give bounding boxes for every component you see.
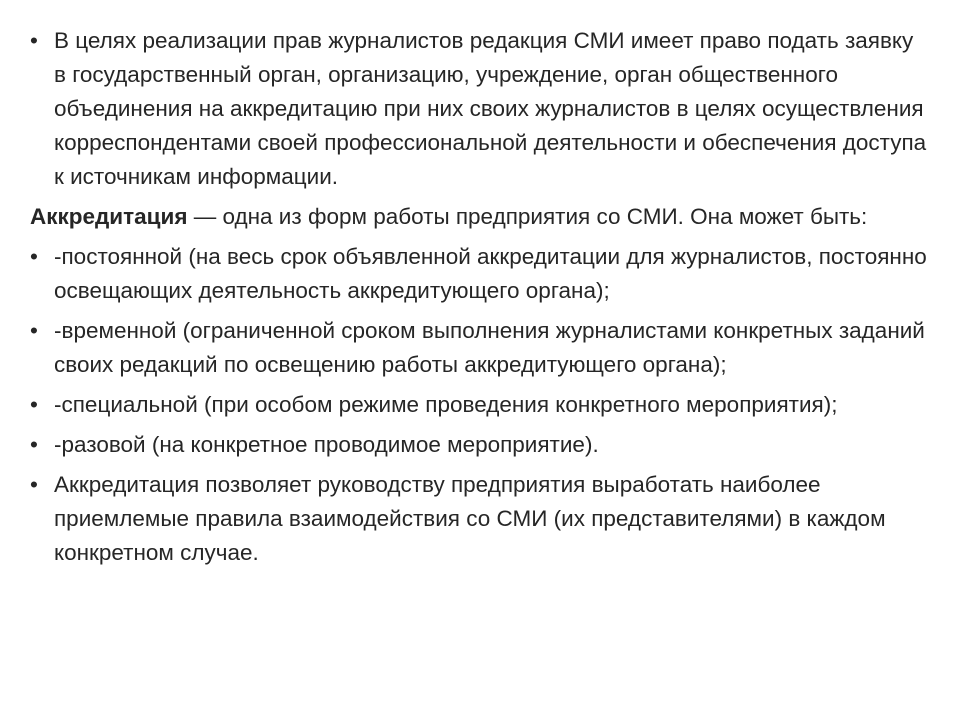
paragraph-definition xyxy=(30,200,930,234)
bullet-marker: • xyxy=(30,28,38,53)
bullet-marker: • xyxy=(30,432,38,457)
list-item-permanent xyxy=(30,240,930,308)
list-item-temporary-text: -временной (ограниченной сроком выполнения журналистами конкретных заданий своих редакций по освещению работы аккредитующего органа); xyxy=(54,318,925,377)
list-item-single xyxy=(30,428,930,462)
list-item-single-text: -разовой (на конкретное проводимое мероприятие). xyxy=(54,432,599,457)
bullet-marker: • xyxy=(30,472,38,497)
paragraph-conclusion-text: Аккредитация позволяет руководству предприятия выработать наиболее приемлемые правила взаимодействия со СМИ (их представителями) в каждом конкретном случае. xyxy=(54,472,886,565)
bullet-marker: • xyxy=(30,392,38,417)
paragraph-conclusion xyxy=(30,468,930,570)
list-item-special-text: -специальной (при особом режиме проведения конкретного мероприятия); xyxy=(54,392,838,417)
list-item-permanent-text: -постоянной (на весь срок объявленной аккредитации для журналистов, постоянно освещающих деятельность аккредитующего органа); xyxy=(54,244,927,303)
paragraph-rights xyxy=(30,24,930,194)
definition-term: Аккредитация xyxy=(30,204,188,229)
definition-text: — одна из форм работы предприятия со СМИ. Она может быть: xyxy=(187,204,868,229)
bullet-marker: • xyxy=(30,318,38,343)
bullet-marker: • xyxy=(30,244,38,269)
list-item-special xyxy=(30,388,930,422)
paragraph-rights-text: В целях реализации прав журналистов редакция СМИ имеет право подать заявку в государственный орган, организацию, учреждение, орган общественного объединения на аккредитацию при них своих журналистов в целях осуществления корреспондентами своей профессиональной деятельности и обеспечения доступа к источникам информации. xyxy=(54,28,927,189)
list-item-temporary xyxy=(30,314,930,382)
